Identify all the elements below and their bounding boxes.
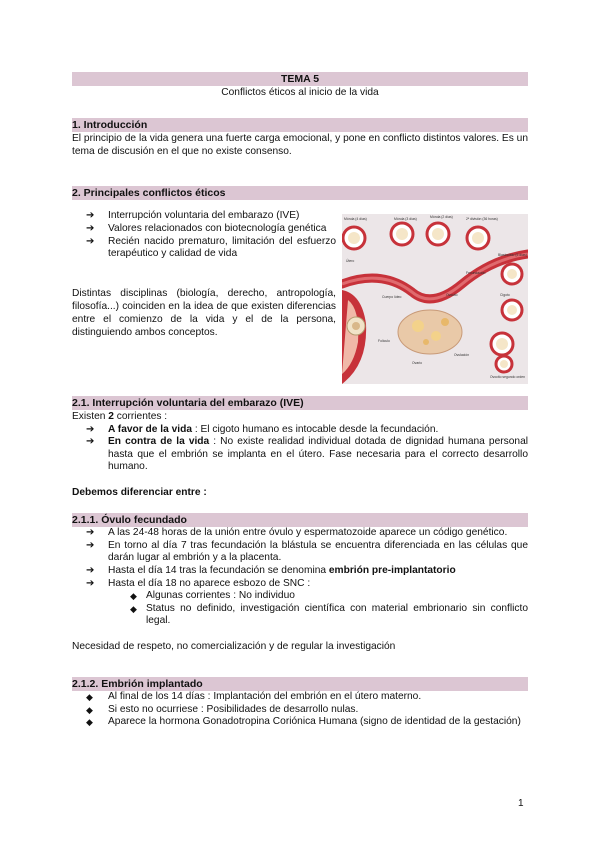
list-item: ➔ Valores relacionados con biotecnología genética [86, 223, 327, 234]
arrow-icon: ➔ [86, 423, 95, 435]
figure-label: Mórula (2 días) [430, 215, 453, 220]
list-item: ➔ En contra de la vida : No existe realidad individual dotada de dignidad humana personal hasta que el embrión se implanta en el útero. Fase necesaria para el correcto desarrollo humano. [86, 436, 528, 473]
diamond-icon: ◆ [130, 603, 137, 614]
diamond-icon: ◆ [86, 717, 93, 728]
diamond-icon: ◆ [86, 704, 93, 715]
document-title: TEMA 5 [72, 72, 528, 86]
ovulo-list [72, 527, 528, 590]
ovulo-closing: Necesidad de respeto, no comercialización y de regular la investigación [72, 640, 396, 652]
arrow-icon: ➔ [86, 577, 95, 589]
conflictos-left-column [72, 210, 336, 384]
ive-note: Debemos diferenciar entre : [72, 486, 207, 498]
fertilization-diagram [342, 214, 528, 384]
figure-label: Ovario [412, 361, 422, 366]
arrow-icon: ➔ [86, 223, 95, 234]
list-item: ➔ A favor de la vida : El cigoto humano es intocable desde la fecundación. [86, 423, 439, 435]
figure-label: Ovocito [446, 293, 458, 298]
figure-label: Ovulación [454, 353, 470, 358]
list-item: ➔ Hasta el día 14 tras la fecundación se denomina embrión pre-implantatorio [86, 564, 456, 576]
figure-label: Cigoto [500, 293, 510, 298]
diamond-icon: ◆ [130, 591, 137, 602]
ive-intro: Existen 2 corrientes : [72, 411, 168, 423]
figure-label: Folículo [378, 339, 390, 344]
section-text-introduccion: El principio de la vida genera una fuerte carga emocional, y pone en conflicto distintos valores. Es un tema de discusión en el que no existe consenso. [72, 133, 528, 158]
section-heading-ovulo: 2.1.1. Óvulo fecundado [72, 513, 528, 527]
page-number: 1 [518, 798, 524, 809]
list-item: ➔ Hasta el día 18 no aparece esbozo de SNC : [86, 577, 311, 589]
figure-label: Blastocisto (5 días) [498, 253, 527, 258]
arrow-icon: ➔ [86, 564, 95, 576]
section-heading-conflictos: 2. Principales conflictos éticos [72, 186, 528, 200]
list-item: ◆ Status no definido, investigación científica con material embrionario sin conflicto legal. [130, 602, 528, 627]
arrow-icon: ➔ [86, 527, 95, 539]
section-heading-ive: 2.1. Interrupción voluntaria del embarazo (IVE) [72, 396, 528, 410]
document-page [72, 72, 528, 729]
list-item: ◆ Al final de los 14 días : Implantación del embrión en el útero materno. [86, 691, 422, 703]
figure-label: Fecundación [466, 271, 486, 276]
list-item: ➔ A las 24-48 horas de la unión entre óvulo y espermatozoide aparece un código genético. [86, 527, 508, 539]
figure-label: Cuerpo lúteo [382, 295, 402, 300]
diamond-icon: ◆ [86, 692, 93, 703]
conflictos-list [72, 210, 336, 260]
ovulo-sublist [72, 590, 528, 628]
conflictos-text: Distintas disciplinas (biología, derecho, antropología, filosofía...) coinciden en la idea de que existen diferencias entre el comienzo de la vida y el de la persona, distinguiendo ambos conceptos. [72, 287, 336, 339]
section-heading-embrion: 2.1.2. Embrión implantado [72, 677, 528, 691]
figure-label: Ovocito segundo orden [490, 375, 526, 380]
list-item: ◆ Algunas corrientes : No individuo [130, 590, 295, 602]
document-subtitle: Conflictos éticos al inicio de la vida [221, 87, 379, 98]
figure-label: Útero [346, 259, 355, 264]
list-item: ◆ Aparece la hormona Gonadotropina Coriónica Humana (signo de identidad de la gestación) [86, 716, 521, 728]
list-item: ➔ Recién nacido prematuro, limitación del esfuerzo terapéutico y calidad de vida [86, 235, 336, 260]
figure-label: 2ª división (36 horas) [466, 217, 498, 222]
arrow-icon: ➔ [86, 210, 95, 222]
arrow-icon: ➔ [86, 539, 95, 551]
list-item: ➔ En torno al día 7 tras fecundación la blástula se encuentra diferenciada en las células que darán lugar al embrión y a la placenta. [86, 539, 528, 564]
ive-currents-list [72, 424, 528, 474]
section-heading-introduccion: 1. Introducción [72, 118, 528, 132]
fertilization-illustration [342, 214, 528, 384]
list-item: ➔ Interrupción voluntaria del embarazo (IVE) [86, 210, 300, 222]
list-item: ◆ Si esto no ocurriese : Posibilidades de desarrollo nulas. [86, 703, 359, 715]
figure-label: Mórula (4 días) [344, 217, 367, 222]
arrow-icon: ➔ [86, 436, 95, 448]
figure-label: Mórula (3 días) [394, 217, 417, 222]
conflictos-two-column [72, 210, 528, 384]
embrion-list [72, 691, 528, 729]
arrow-icon: ➔ [86, 235, 95, 247]
